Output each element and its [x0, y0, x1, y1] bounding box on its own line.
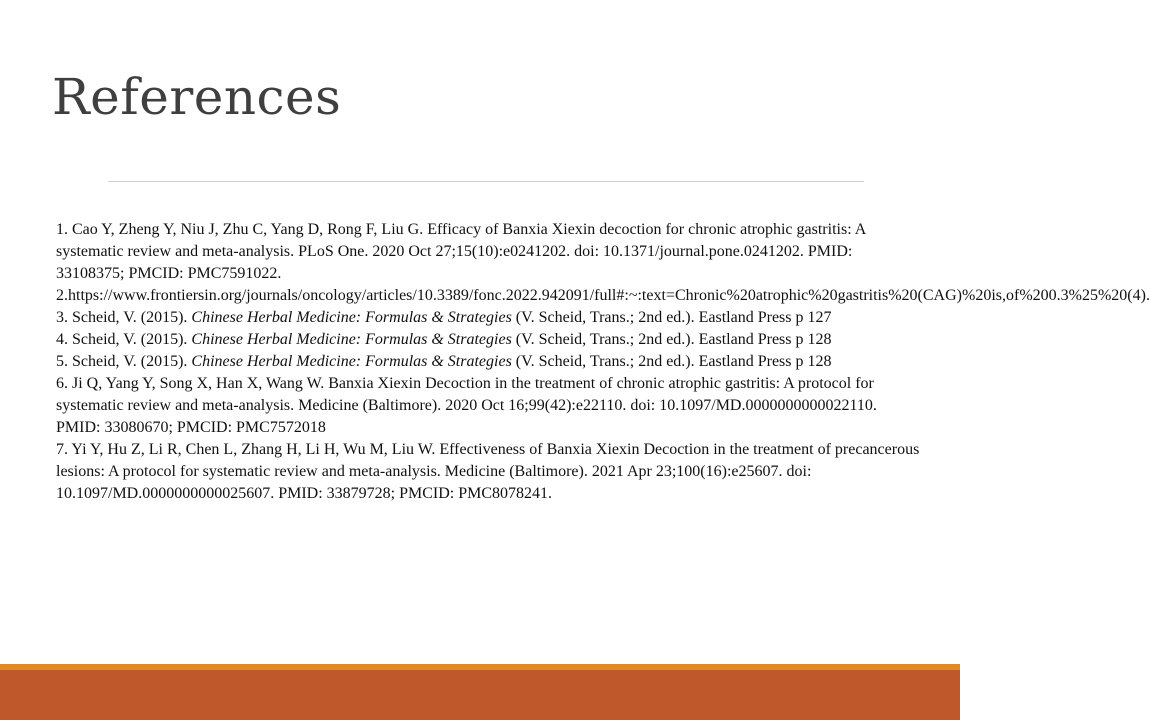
reference-3-prefix: 3. Scheid, V. (2015).: [56, 309, 192, 326]
reference-item-4: [56, 329, 922, 351]
reference-item-7: 7. Yi Y, Hu Z, Li R, Chen L, Zhang H, Li H, Wu M, Liu W. Effectiveness of Banxia Xiexin Decoction in the treatment of precancerous lesions: A protocol for systematic review and meta-analysis. Medicine (Baltimore). 2021 Apr 23;100(16):e25607. doi: 10.1097/MD.0000000000025607. PMID: 33879728; PMCID: PMC8078241.: [56, 441, 920, 502]
reference-4-suffix: (V. Scheid, Trans.; 2nd ed.). Eastland Press p 128: [511, 331, 832, 348]
reference-item-2: 2.https://www.frontiersin.org/journals/oncology/articles/10.3389/fonc.2022.942091/full#:~:text=Chronic%20atrophic%20gastritis%20(CAG)%20is,of%200.3%25%20(4).: [56, 287, 1150, 304]
reference-5-suffix: (V. Scheid, Trans.; 2nd ed.). Eastland Press p 128: [511, 353, 832, 370]
reference-4-prefix: 4. Scheid, V. (2015).: [56, 331, 192, 348]
reference-4-book-title: Chinese Herbal Medicine: Formulas & Strategies: [191, 331, 512, 348]
reference-item-5: [56, 351, 922, 373]
footer-band: [0, 670, 960, 720]
reference-item-3: [56, 307, 922, 329]
reference-item-1: 1. Cao Y, Zheng Y, Niu J, Zhu C, Yang D, Rong F, Liu G. Efficacy of Banxia Xiexin decoction for chronic atrophic gastritis: A systematic review and meta-analysis. PLoS One. 2020 Oct 27;15(10):e0241202. doi: 10.1371/journal.pone.0241202. PMID: 33108375; PMCID: PMC7591022.: [56, 221, 866, 282]
reference-5-prefix: 5. Scheid, V. (2015).: [56, 353, 192, 370]
reference-list: [56, 219, 1150, 505]
title-divider: [108, 181, 864, 182]
reference-item-6: 6. Ji Q, Yang Y, Song X, Han X, Wang W. Banxia Xiexin Decoction in the treatment of chronic atrophic gastritis: A protocol for systematic review and meta-analysis. Medicine (Baltimore). 2020 Oct 16;99(42):e22110. doi: 10.1097/MD.0000000000022110. PMID: 33080670; PMCID: PMC7572018: [56, 375, 877, 436]
reference-3-book-title: Chinese Herbal Medicine: Formulas & Strategies: [191, 309, 512, 326]
reference-5-book-title: Chinese Herbal Medicine: Formulas & Strategies: [191, 353, 512, 370]
slide-title: References: [52, 68, 342, 126]
reference-3-suffix: (V. Scheid, Trans.; 2nd ed.). Eastland Press p 127: [511, 309, 832, 326]
